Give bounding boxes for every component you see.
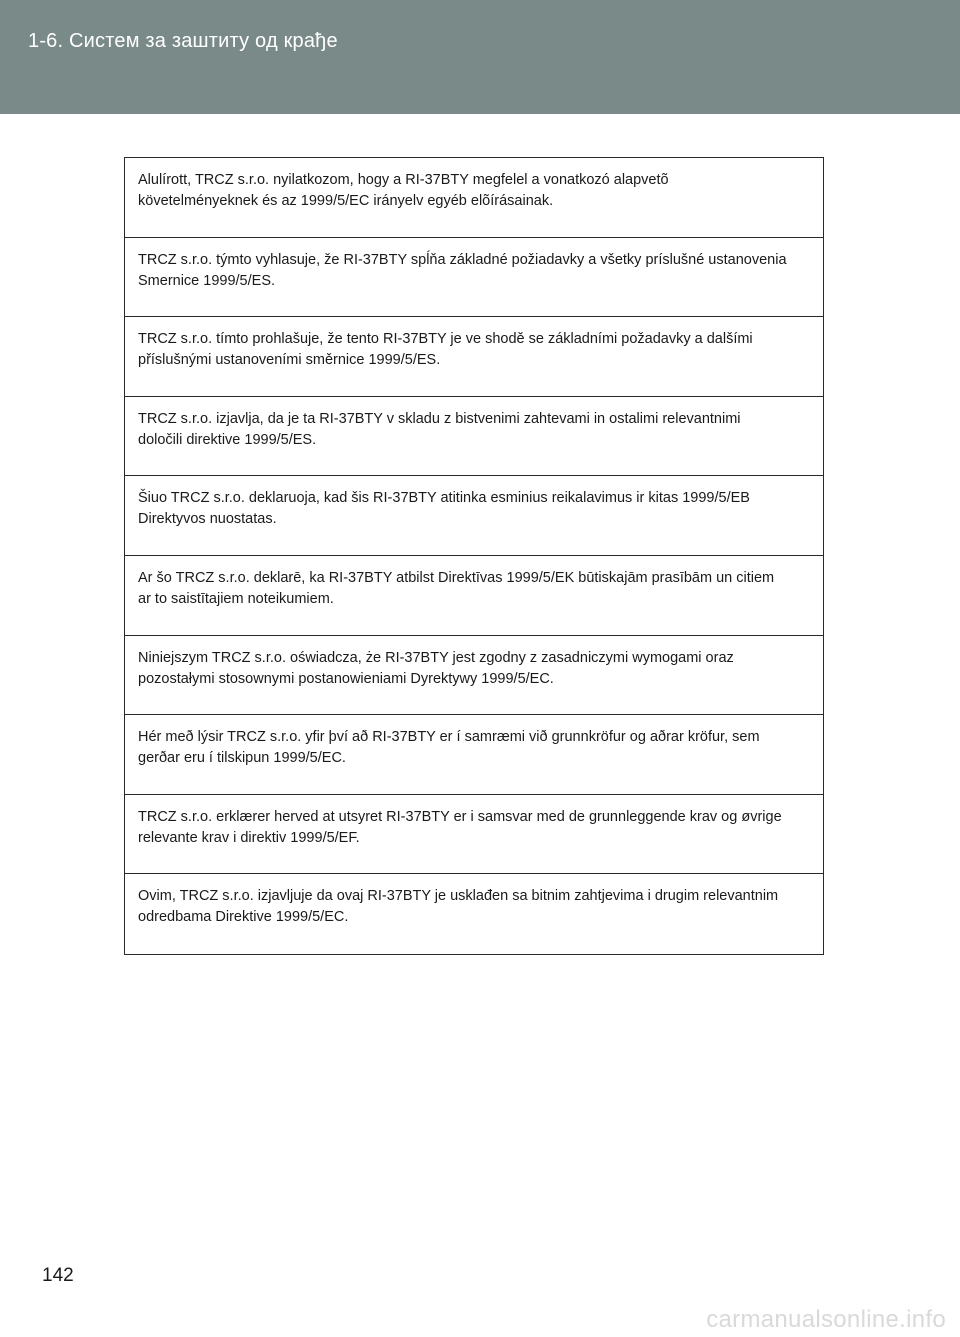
declaration-row-slovenian [125, 397, 823, 477]
declaration-table [124, 157, 824, 955]
declaration-text: Alulírott, TRCZ s.r.o. nyilatkozom, hogy a RI-37BTY megfelel a vonatkozó alapvetõ követelményeknek és az 1999/5/EC irányelv egyéb elõírásainak. [138, 172, 669, 209]
declaration-text: Ar šo TRCZ s.r.o. deklarē, ka RI-37BTY atbilst Direktīvas 1999/5/EK būtiskajām prasībām un citiem ar to saistītajiem noteikumiem. [138, 569, 775, 607]
declaration-row-icelandic [125, 715, 823, 795]
declaration-text: TRCZ s.r.o. týmto vyhlasuje, že RI-37BTY spĺňa základné požiadavky a všetky príslušné ustanovenia Smernice 1999/5/ES. [138, 251, 787, 289]
declaration-text: Niniejszym TRCZ s.r.o. oświadcza, że RI-37BTY jest zgodny z zasadniczymi wymogami oraz pozostałymi stosownymi postanowieniami Dyrektywy 1999/5/EC. [138, 649, 734, 687]
declaration-row-norwegian [125, 795, 823, 875]
declaration-text: TRCZ s.r.o. tímto prohlašuje, že tento RI-37BTY je ve shodě se základními požadavky a dalšími příslušnými ustanoveními směrnice 1999/5/ES. [138, 331, 753, 369]
declaration-row-polish [125, 636, 823, 716]
declaration-text: Šiuo TRCZ s.r.o. deklaruoja, kad šis RI-37BTY atitinka esminius reikalavimus ir kitas 1999/5/EB Direktyvos nuostatas. [138, 490, 750, 528]
declaration-text: Hér með lýsir TRCZ s.r.o. yfir því að RI-37BTY er í samræmi við grunnkröfur og aðrar kröfur, sem gerðar eru í tilskipun 1999/5/EC. [138, 729, 760, 767]
declaration-text: TRCZ s.r.o. erklærer herved at utsyret RI-37BTY er i samsvar med de grunnleggende krav og øvrige relevante krav i direktiv 1999/5/EF. [138, 808, 782, 846]
watermark: carmanualsonline.info [706, 1306, 946, 1333]
declaration-row-czech [125, 317, 823, 397]
declaration-row-lithuanian [125, 476, 823, 556]
declaration-text: Ovim, TRCZ s.r.o. izjavljuje da ovaj RI-37BTY je usklađen sa bitnim zahtjevima i drugim relevantnim odredbama Direktive 1999/5/EC. [138, 888, 779, 926]
declaration-row-slovak [125, 238, 823, 318]
declaration-text: TRCZ s.r.o. izjavlja, da je ta RI-37BTY v skladu z bistvenimi zahtevami in ostalimi relevantnimi določili direktive 1999/5/ES. [138, 410, 741, 448]
declaration-row-hungarian [125, 158, 823, 238]
declaration-row-latvian [125, 556, 823, 636]
section-header-band [0, 0, 960, 114]
page-number: 142 [42, 1265, 74, 1286]
declaration-row-croatian [125, 874, 823, 954]
section-title: 1-6. Систем за заштиту од крађе [28, 30, 338, 52]
